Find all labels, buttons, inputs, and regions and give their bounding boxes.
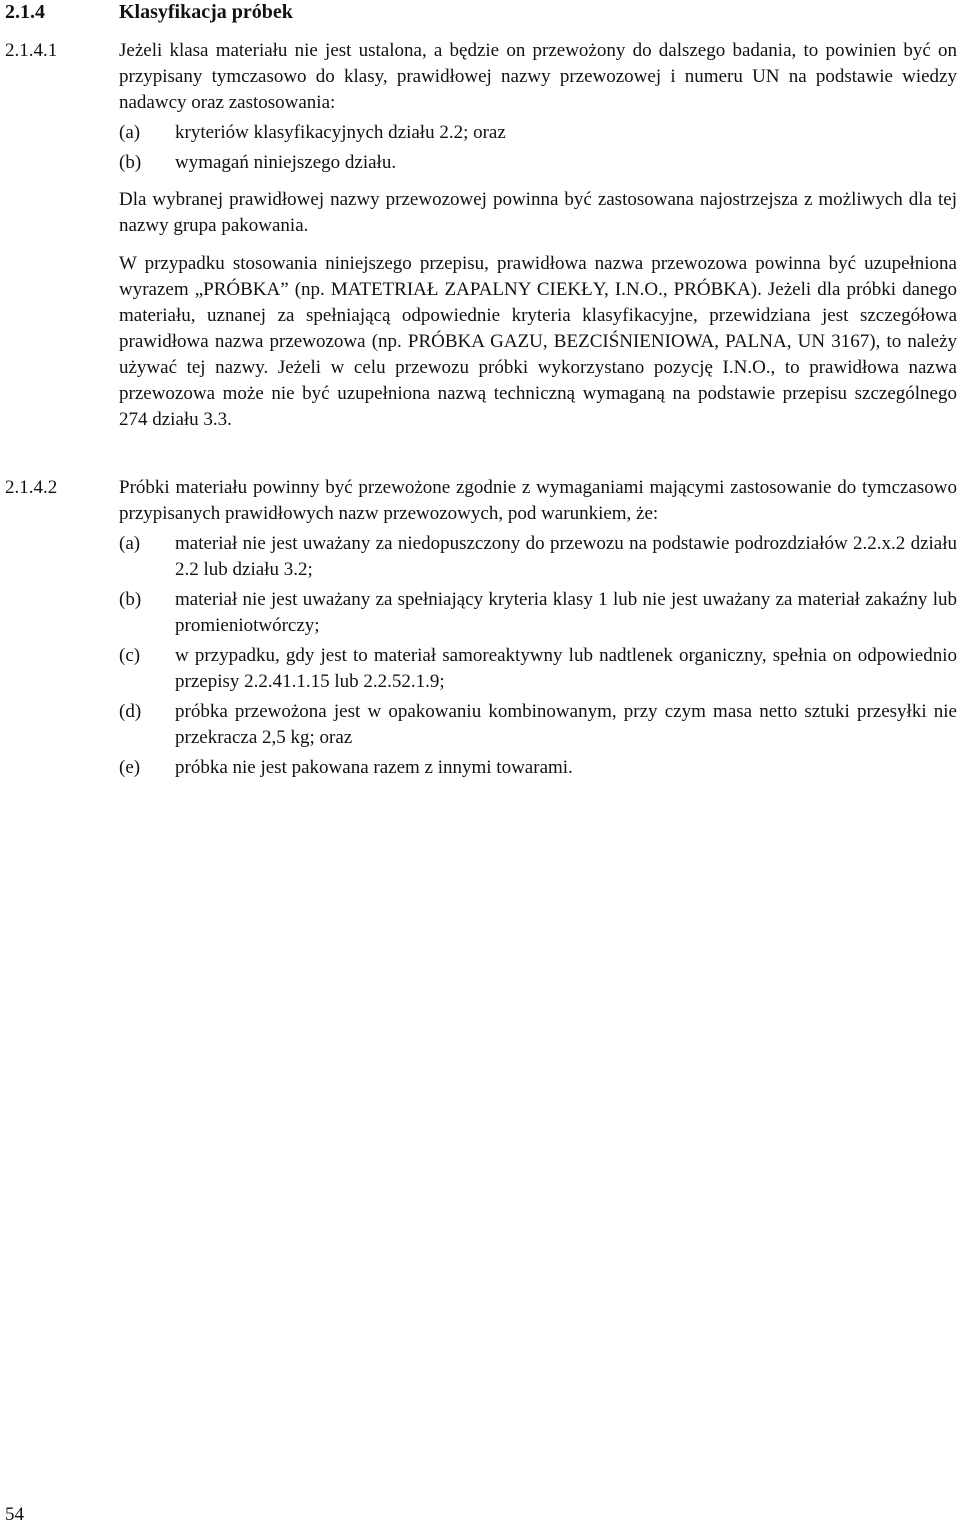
section-heading-number: 2.1.4 <box>5 1 45 23</box>
paragraph-number: 2.1.4.2 <box>5 477 58 498</box>
list <box>119 531 957 781</box>
paragraph-2-1-4-1 <box>5 38 957 433</box>
list-item-text: materiał nie jest uważany za spełniający kryteria klasy 1 lub nie jest uważany za materiał zakaźny lub promieniotwórczy; <box>175 589 957 636</box>
paragraph-text: Dla wybranej prawidłowej nazwy przewozowej powinna być zastosowana najostrzejsza z możliwych dla tej nazwy grupa pakowania. <box>119 189 957 236</box>
paragraph-intro: Jeżeli klasa materiału nie jest ustalona, a będzie on przewożony do dalszego badania, to powinien być on przypisany tymczasowo do klasy, prawidłowej nazwy przewozowej i numeru UN na podstawie wiedzy nadawcy oraz zastosowania: <box>119 40 957 113</box>
list-item-label: (c) <box>119 645 141 666</box>
list-item-label: (d) <box>119 701 142 722</box>
list-item-label: (b) <box>119 589 142 610</box>
section-heading <box>5 0 293 25</box>
list-item-text: kryteriów klasyfikacyjnych działu 2.2; oraz <box>175 122 506 143</box>
list-item <box>119 755 957 781</box>
paragraph-intro: Próbki materiału powinny być przewożone zgodnie z wymaganiami mającymi zastosowanie do tymczasowo przypisanych prawidłowych nazw przewozowych, pod warunkiem, że: <box>119 477 957 524</box>
list-item <box>119 150 957 176</box>
section-heading-title: Klasyfikacja próbek <box>119 1 293 23</box>
paragraph-text: W przypadku stosowania niniejszego przepisu, prawidłowa nazwa przewozowa powinna być uzupełniona wyrazem „PRÓBKA” (np. MATETRIAŁ ZAPALNY CIEKŁY, I.N.O., PRÓBKA). Jeżeli dla próbki danego materiału, uznanej za spełniającą odpowiednie kryteria klasyfikacyjne, przewidziana jest szczegółowa prawidłowa nazwa przewozowa (np. PRÓBKA GAZU, BEZCIŚNIENIOWA, PALNA, UN 3167), to należy używać tej nazwy. Jeżeli w celu przewozu próbki wykorzystano pozycję I.N.O., to prawidłowa nazwa przewozowa może nie być uzupełniona nazwą techniczną wymaganą na podstawie przepisu szczególnego 274 działu 3.3. <box>119 253 957 430</box>
list-item-text: próbka przewożona jest w opakowaniu kombinowanym, przy czym masa netto sztuki przesyłki nie przekracza 2,5 kg; oraz <box>175 701 957 748</box>
page-number: 54 <box>5 1504 24 1525</box>
list-item-text: w przypadku, gdy jest to materiał samoreaktywny lub nadtlenek organiczny, spełnia on odpowiednio przepisy 2.2.41.1.15 lub 2.2.52.1.9; <box>175 645 957 692</box>
list-item <box>119 587 957 639</box>
list-item-label: (b) <box>119 152 142 173</box>
list-item-text: próbka nie jest pakowana razem z innymi towarami. <box>175 757 573 778</box>
list-item <box>119 120 957 146</box>
list-item <box>119 643 957 695</box>
list-item-label: (a) <box>119 533 141 554</box>
list-item-label: (e) <box>119 757 141 778</box>
list-item-text: wymagań niniejszego działu. <box>175 152 397 173</box>
paragraph-number: 2.1.4.1 <box>5 40 58 61</box>
list-item-label: (a) <box>119 122 141 143</box>
list-item-text: materiał nie jest uważany za niedopuszczony do przewozu na podstawie podrozdziałów 2.2.x.2 działu 2.2 lub działu 3.2; <box>175 533 957 580</box>
list-item <box>119 699 957 751</box>
list <box>119 120 957 176</box>
list-item <box>119 531 957 583</box>
paragraph-2-1-4-2 <box>5 475 957 781</box>
